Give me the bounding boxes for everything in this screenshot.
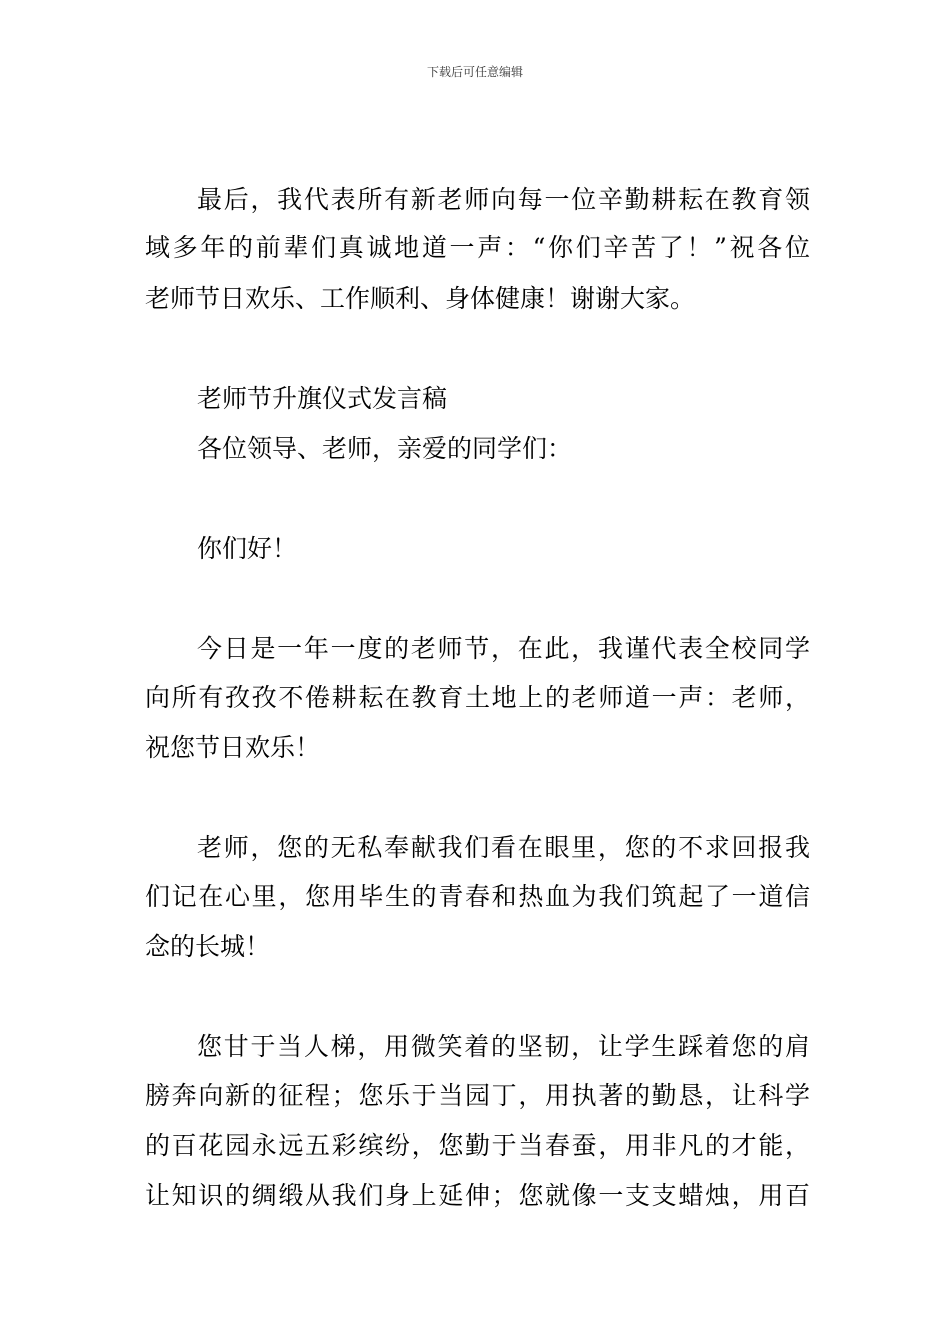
paragraph-line: 您甘于当人梯，用微笑着的坚韧，让学生踩着您的肩 [197, 1032, 810, 1061]
paragraph-line: 最后，我代表所有新老师向每一位辛勤耕耘在教育领 [197, 185, 810, 214]
paragraph-line: 念的长城！ [145, 932, 271, 961]
paragraph-line: 们记在心里，您用毕生的青春和热血为我们筑起了一道信 [145, 882, 810, 911]
paragraph-line: 今日是一年一度的老师节，在此，我谨代表全校同学 [197, 634, 810, 663]
paragraph-line: 老师节日欢乐、工作顺利、身体健康！谢谢大家。 [145, 284, 696, 313]
paragraph-line: 域多年的前辈们真诚地道一声：“你们辛苦了！”祝各位 [145, 233, 810, 262]
paragraph-line: 的百花园永远五彩缤纷，您勤于当春蚕，用非凡的才能， [145, 1131, 810, 1160]
page-header: 下载后可任意编辑 [426, 65, 523, 79]
paragraph-line: 老师，您的无私奉献我们看在眼里，您的不求回报我 [197, 833, 810, 862]
greeting: 你们好！ [197, 534, 298, 563]
paragraph-line: 让知识的绸缎从我们身上延伸；您就像一支支蜡烛，用百 [145, 1181, 810, 1210]
paragraph-line: 祝您节日欢乐！ [145, 733, 321, 762]
paragraph-line: 向所有孜孜不倦耕耘在教育土地上的老师道一声：老师， [145, 683, 810, 712]
speech-title: 老师节升旗仪式发言稿 [197, 384, 448, 413]
paragraph-line: 膀奔向新的征程；您乐于当园丁，用执著的勤恳，让科学 [145, 1081, 810, 1110]
salutation: 各位领导、老师，亲爱的同学们： [197, 434, 573, 463]
